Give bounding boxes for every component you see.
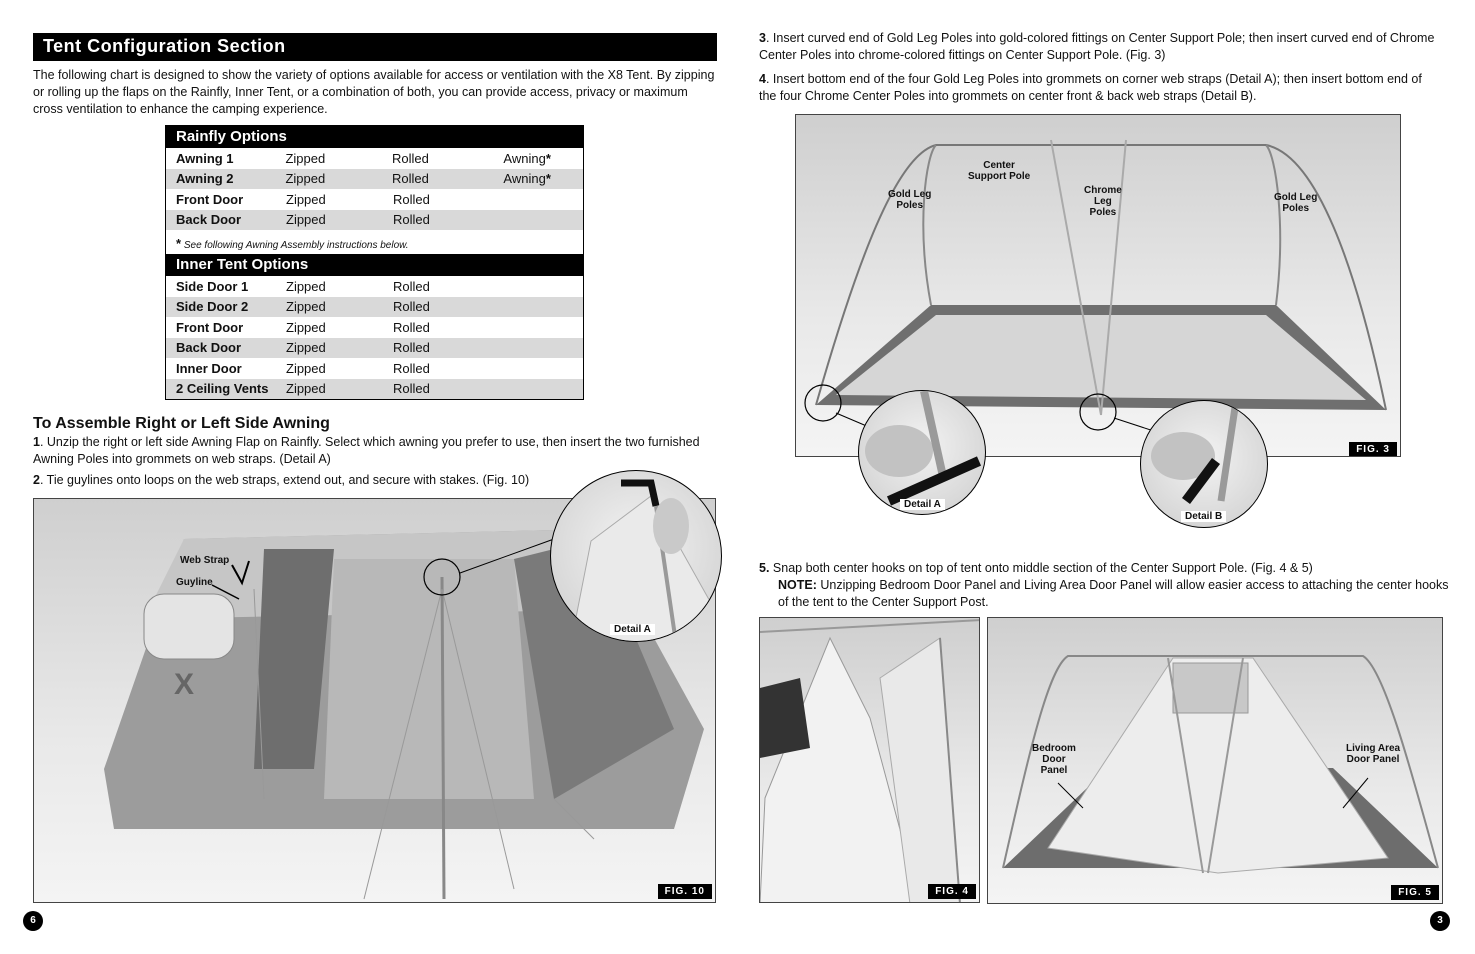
fig5-photo <box>987 617 1443 904</box>
option-rolled: Rolled <box>393 360 430 376</box>
x-logo: X <box>174 668 195 701</box>
callout-line: Living Area <box>1346 743 1401 754</box>
inner-heading: Inner Tent Options <box>166 254 583 276</box>
option-zipped: Zipped <box>286 299 326 315</box>
callout-guyline: Guyline <box>176 577 213 588</box>
option-name: 2 Ceiling Vents <box>176 381 269 397</box>
option-rolled: Rolled <box>393 319 430 335</box>
step-text: . Tie guylines onto loops on the web straps, extend out, and secure with stakes. (Fig. 10) <box>39 473 530 487</box>
callout-line: Panel <box>1040 765 1068 776</box>
fig4-illustration <box>760 618 980 903</box>
option-rolled: Rolled <box>393 212 430 228</box>
detail-b-label: Detail B <box>1181 511 1226 522</box>
callout-gold-leg-left <box>888 189 931 211</box>
option-rolled: Rolled <box>393 299 430 315</box>
option-zipped: Zipped <box>285 150 326 166</box>
option-zipped: Zipped <box>286 360 326 376</box>
step-number: 2 <box>33 473 40 487</box>
option-zipped: Zipped <box>286 319 326 335</box>
callout-line: Bedroom <box>1032 743 1076 754</box>
fig4-photo <box>759 617 980 903</box>
callout-line: Door <box>1042 754 1066 765</box>
option-name: Awning 2 <box>176 171 234 187</box>
option-zipped: Zipped <box>286 278 326 294</box>
option-rolled: Rolled <box>391 171 429 187</box>
option-rolled: Rolled <box>393 340 430 356</box>
callout-chrome-leg <box>1084 185 1122 218</box>
option-name: Front Door <box>176 191 244 207</box>
table-footnote <box>166 230 583 254</box>
detail-a-label-fig3: Detail A <box>900 499 945 510</box>
table-row <box>166 169 583 190</box>
step-text: . Insert bottom end of the four Gold Leg Poles into grommets on corner web straps (Detail A); then insert bottom end of the four Chrome Center Poles into grommets on center front & back web straps (Detail B). <box>759 72 1422 103</box>
detail-b-circle <box>1140 400 1268 528</box>
table-row <box>166 338 583 359</box>
step-1 <box>33 434 703 468</box>
callout-line: Support Pole <box>968 171 1031 182</box>
page-number-left: 6 <box>23 911 43 931</box>
callout-line: Leg <box>1094 196 1112 207</box>
table-row <box>166 148 583 169</box>
options-table <box>165 125 584 400</box>
table-row <box>166 276 583 297</box>
table-row <box>166 358 583 379</box>
table-row <box>166 317 583 338</box>
callout-living-area-door <box>1346 743 1400 765</box>
option-zipped: Zipped <box>285 171 326 187</box>
awning-text: Awning <box>503 171 546 187</box>
callout-line: Center <box>983 160 1015 171</box>
callout-line: Chrome <box>1084 185 1122 196</box>
option-zipped: Zipped <box>286 212 326 228</box>
callout-bedroom-door <box>1032 743 1076 776</box>
step-text: . Insert curved end of Gold Leg Poles into gold-colored fittings on Center Support Pole; then insert curved end of Chrome Center Poles into chrome-colored fittings on Center Support Pole. (Fig. 3) <box>759 31 1435 62</box>
callout-line: Poles <box>1089 207 1117 218</box>
table-row <box>166 297 583 318</box>
option-zipped: Zipped <box>286 340 326 356</box>
left-page <box>0 0 737 954</box>
fig3-tag: FIG. 3 <box>1349 442 1397 457</box>
page-number-right: 3 <box>1430 911 1450 931</box>
step-3 <box>759 30 1439 64</box>
section-title: Tent Configuration Section <box>33 33 717 61</box>
callout-web-strap: Web Strap <box>180 555 230 566</box>
awning-star: * <box>545 150 551 166</box>
note-label: NOTE: <box>778 578 817 592</box>
detail-b-hand-illustration <box>1141 401 1268 528</box>
note-block <box>759 577 1454 611</box>
rainfly-heading: Rainfly Options <box>166 126 583 148</box>
step-number: 3 <box>759 31 766 45</box>
callout-line: Poles <box>896 200 924 211</box>
intro-paragraph: The following chart is designed to show the variety of options available for access or ventilation with the X8 Tent. By zipping or rolling up the flaps on the Rainfly, Inner Tent, or a combination of both, you can provide access, privacy or maximum cross ventilation to enhance the camping experience. <box>33 68 715 116</box>
option-name: Back Door <box>176 340 242 356</box>
step-text: Snap both center hooks on top of tent onto middle section of the Center Support Pole. (Fig. 4 & 5) <box>769 561 1313 575</box>
step-5 <box>759 560 1454 611</box>
detail-a-circle <box>550 470 722 642</box>
option-name: Back Door <box>176 212 242 228</box>
callout-center-support <box>968 160 1030 182</box>
right-page <box>737 0 1475 954</box>
option-awning <box>503 151 583 166</box>
footnote-text: See following Awning Assembly instructions below. <box>183 240 409 251</box>
option-name: Side Door 2 <box>176 299 249 315</box>
fig10-tag: FIG. 10 <box>658 884 712 899</box>
option-name: Awning 1 <box>176 150 234 166</box>
callout-line: Door Panel <box>1346 754 1400 765</box>
option-name: Front Door <box>176 319 244 335</box>
step-text: . Unzip the right or left side Awning Flap on Rainfly. Select which awning you prefer to use, then insert the two furnished Awning Poles into grommets on web straps. (Detail A) <box>33 435 700 466</box>
awning-star: * <box>545 171 551 187</box>
option-zipped: Zipped <box>286 381 326 397</box>
table-row <box>166 189 583 210</box>
option-name: Inner Door <box>176 360 242 376</box>
fig5-tag: FIG. 5 <box>1391 885 1439 900</box>
option-awning <box>503 171 583 186</box>
detail-a-illustration <box>551 471 722 642</box>
option-zipped: Zipped <box>286 191 326 207</box>
fig4-tag: FIG. 4 <box>928 884 976 899</box>
table-row <box>166 210 583 231</box>
detail-a-hand-illustration <box>859 391 986 515</box>
table-row <box>166 379 583 400</box>
step-number: 5. <box>759 561 770 575</box>
detail-a-label: Detail A <box>610 624 655 635</box>
callout-line: Gold Leg <box>888 189 932 200</box>
option-rolled: Rolled <box>393 278 430 294</box>
step-number: 4 <box>759 72 766 86</box>
step-number: 1 <box>33 435 40 449</box>
option-rolled: Rolled <box>393 381 430 397</box>
note-text: Unzipping Bedroom Door Panel and Living Area Door Panel will allow easier access to attaching the center hooks of the tent to the Center Support Post. <box>778 578 1449 609</box>
detail-a-circle-fig3 <box>858 390 986 515</box>
callout-line: Gold Leg <box>1274 192 1318 203</box>
step-2 <box>33 472 563 489</box>
callout-line: Poles <box>1282 203 1310 214</box>
option-rolled: Rolled <box>391 150 429 166</box>
awning-text: Awning <box>503 150 546 166</box>
step-4 <box>759 71 1439 105</box>
footnote-star: * <box>176 236 182 251</box>
option-name: Side Door 1 <box>176 278 249 294</box>
option-rolled: Rolled <box>393 191 430 207</box>
awning-heading: To Assemble Right or Left Side Awning <box>33 415 330 432</box>
callout-gold-leg-right <box>1274 192 1317 214</box>
